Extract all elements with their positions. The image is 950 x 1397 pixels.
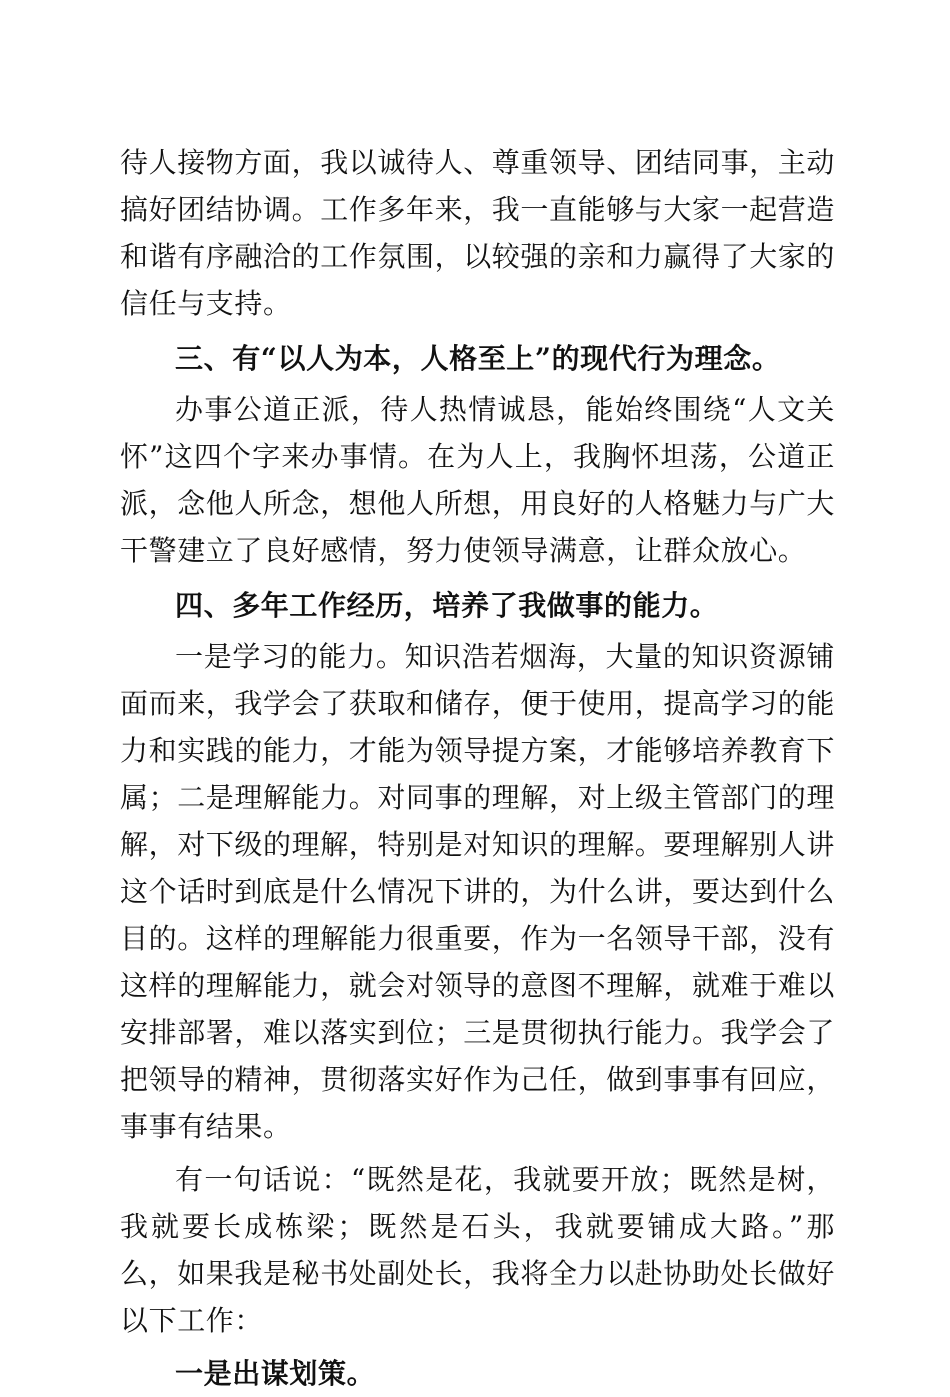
document-body — [120, 139, 835, 1397]
paragraph-abilities: 一是学习的能力。知识浩若烟海，大量的知识资源铺面而来，我学会了获取和储存，便于使用，提高学习的能力和实践的能力，才能为领导提方案，才能够培养教育下属；二是理解能力。对同事的理解，对上级主管部门的理解，对下级的理解，特别是对知识的理解。要理解别人讲这个话时到底是什么情况下讲的，为什么讲，要达到什么目的。这样的理解能力很重要，作为一名领导干部，没有这样的理解能力，就会对领导的意图不理解，就难于难以安排部署，难以落实到位；三是贯彻执行能力。我学会了把领导的精神，贯彻落实好作为己任，做到事事有回应，事事有结果。 — [120, 640, 836, 1143]
paragraph-interpersonal: 待人接物方面，我以诚待人、尊重领导、团结同事，主动搞好团结协调。工作多年来，我一直能够与大家一起营造和谐有序融洽的工作氛围，以较强的亲和力赢得了大家的信任与支持。 — [120, 146, 836, 320]
heading-section-four: 四、多年工作经历，培养了我做事的能力。 — [175, 589, 719, 622]
paragraph-fairness: 办事公道正派，待人热情诚恳，能始终围绕“人文关怀”这四个字来办事情。在为人上，我胸怀坦荡，公道正派，念他人所念，想他人所想，用良好的人格魅力与广大干警建立了良好感情，努力使领导满意，让群众放心。 — [120, 393, 836, 567]
heading-section-three: 三、有“以人为本，人格至上”的现代行为理念。 — [175, 342, 781, 375]
heading-point-one: 一是出谋划策。 — [175, 1357, 376, 1390]
paragraph-quote: 有一句话说：“既然是花，我就要开放；既然是树，我就要长成栋梁；既然是石头，我就要铺成大路。”那么，如果我是秘书处副处长，我将全力以赴协助处长做好以下工作： — [120, 1163, 836, 1337]
